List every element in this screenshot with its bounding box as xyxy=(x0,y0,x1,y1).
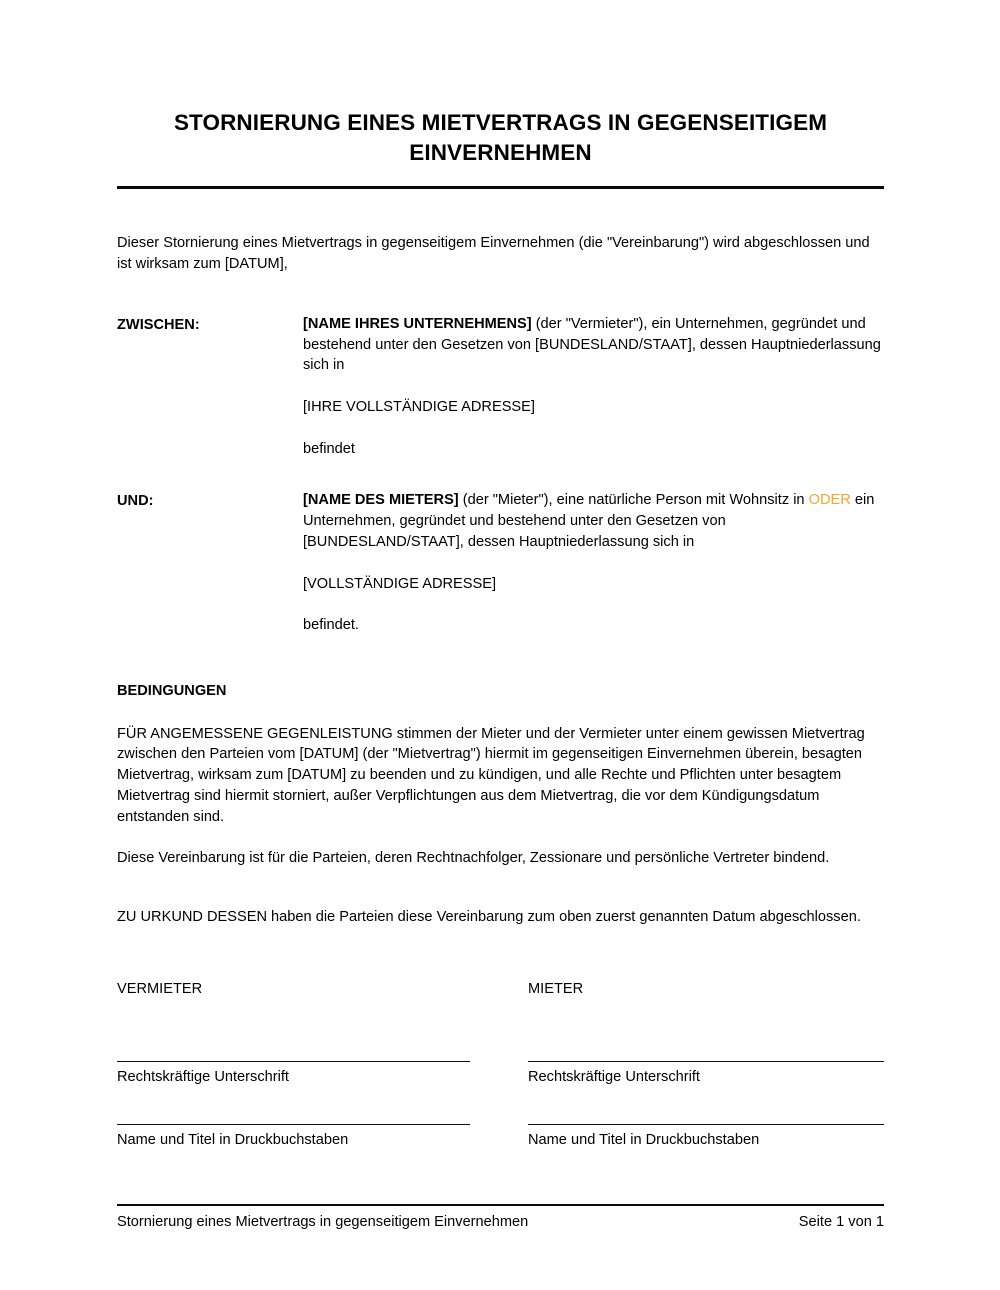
party-tenant-label: UND: xyxy=(117,493,154,510)
party-landlord-description-text: (der "Vermieter"), ein Unternehmen, gegründet und bestehend unter den Gesetzen von [BUNDESLAND/STAAT], dessen Hauptniederlassung sich in xyxy=(303,315,881,374)
signature-landlord-caption: Rechtskräftige Unterschrift xyxy=(117,1069,289,1086)
party-tenant-row xyxy=(117,490,884,636)
page-title: STORNIERUNG EINES MIETVERTRAGS IN GEGENSEITIGEM EINVERNEHMEN xyxy=(173,110,828,165)
signature-block xyxy=(117,979,884,1151)
conditions-heading: BEDINGUNGEN xyxy=(117,683,227,699)
party-tenant-description-pre: (der "Mieter"), eine natürliche Person mit Wohnsitz in xyxy=(458,492,809,509)
party-landlord-row xyxy=(117,314,884,460)
party-tenant-body xyxy=(303,490,884,636)
footer-page-number: Seite 1 von 1 xyxy=(798,1214,884,1230)
signature-landlord-heading: VERMIETER xyxy=(117,980,203,997)
signature-tenant-heading: MIETER xyxy=(528,980,584,997)
signature-tenant-caption: Rechtskräftige Unterschrift xyxy=(528,1069,700,1086)
conditions-paragraph-3: ZU URKUND DESSEN haben die Parteien diese Vereinbarung zum oben zuerst genannten Datum abgeschlossen. xyxy=(117,909,861,926)
signature-tenant-line xyxy=(528,1061,884,1062)
party-tenant-closing: befindet. xyxy=(303,617,359,634)
footer-row xyxy=(117,1212,884,1233)
conditions-paragraph-2: Diese Vereinbarung ist für die Parteien, deren Rechtnachfolger, Zessionare und persönliche Vertreter bindend. xyxy=(117,850,830,867)
party-landlord-name: [NAME IHRES UNTERNEHMENS] xyxy=(303,315,532,332)
signature-landlord-line xyxy=(117,1061,470,1062)
conditions-paragraph-1: FÜR ANGEMESSENE GEGENLEISTUNG stimmen der Mieter und der Vermieter unter einem gewissen Mietvertrag zwischen den Parteien vom [DATUM] (der "Mietvertrag") hiermit im gegenseitigen Einvernehmen überein, besagten Mietvertrag, wirksam zum [DATUM] zu beenden und zu kündigen, und alle Rechte und Pflichten unter besagtem Mietvertrag sind hiermit storniert, außer Verpflichtungen aus dem Mietvertrag, die vor dem Kündigungsdatum entstanden sind. xyxy=(117,725,865,825)
party-landlord-body xyxy=(303,314,884,460)
name-title-landlord-caption: Name und Titel in Druckbuchstaben xyxy=(117,1132,349,1149)
party-tenant-name: [NAME DES MIETERS] xyxy=(303,492,459,509)
party-tenant-or-word: ODER xyxy=(808,492,851,509)
footer-document-title: Stornierung eines Mietvertrags in gegenseitigem Einvernehmen xyxy=(117,1214,529,1230)
signature-column-tenant xyxy=(528,979,884,1151)
page-footer xyxy=(117,1204,884,1233)
title-divider xyxy=(117,186,884,189)
party-tenant-description xyxy=(303,490,884,552)
party-landlord-description xyxy=(303,314,884,376)
intro-paragraph: Dieser Stornierung eines Mietvertrags in gegenseitigem Einvernehmen (die "Vereinbarung") wird abgeschlossen und ist wirksam zum [DATUM], xyxy=(117,235,870,273)
party-landlord-address: [IHRE VOLLSTÄNDIGE ADRESSE] xyxy=(303,398,535,415)
party-tenant-description-post: ein Unternehmen, gegründet und bestehend unter den Gesetzen von [BUNDESLAND/STAAT], dessen Hauptniederlassung sich in xyxy=(303,492,875,550)
document-content xyxy=(117,0,884,1151)
party-landlord-closing: befindet xyxy=(303,440,355,457)
party-tenant-address: [VOLLSTÄNDIGE ADRESSE] xyxy=(303,575,497,592)
name-title-tenant-caption: Name und Titel in Druckbuchstaben xyxy=(528,1132,760,1149)
signature-column-landlord xyxy=(117,979,470,1151)
name-title-tenant-line xyxy=(528,1124,884,1125)
footer-divider xyxy=(117,1204,884,1206)
party-landlord-label: ZWISCHEN: xyxy=(117,316,200,333)
name-title-landlord-line xyxy=(117,1124,470,1125)
